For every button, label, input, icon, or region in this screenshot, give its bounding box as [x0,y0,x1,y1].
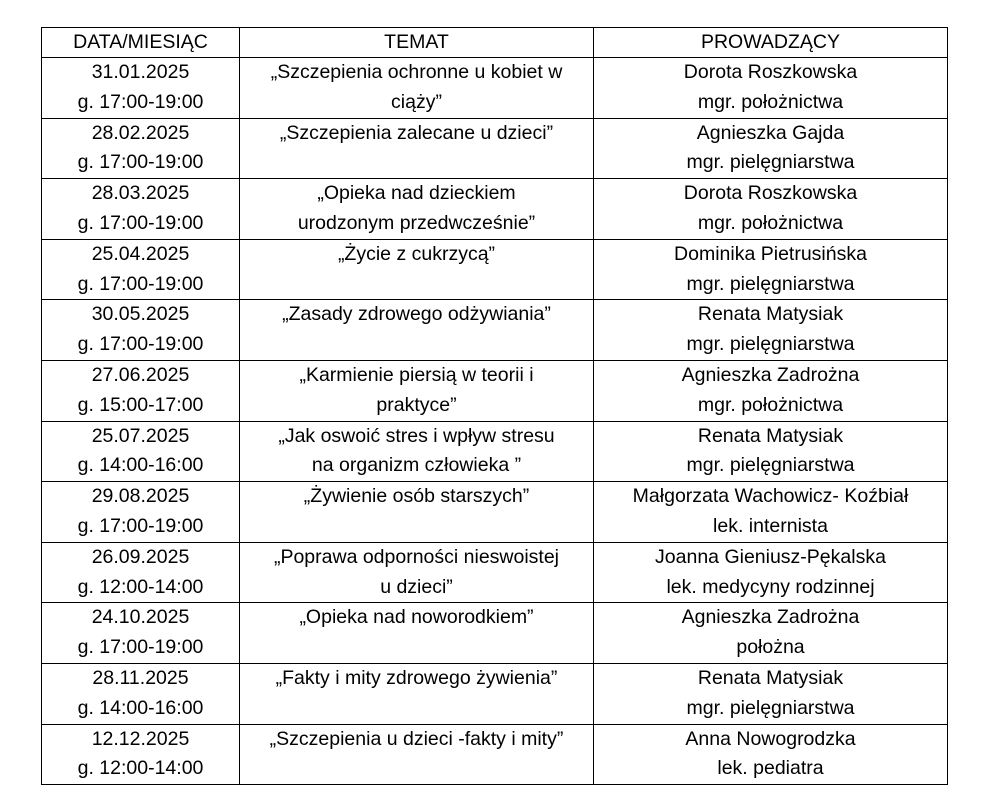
date-cell [42,482,240,543]
date: 12.12.2025 [91,727,190,750]
date-cell [42,300,240,361]
date: 31.01.2025 [91,61,190,83]
table-row [42,482,948,543]
lead-cell [594,663,948,724]
table-row [42,603,948,664]
lead-title: lek. pediatra [717,757,824,780]
schedule-body [42,58,948,785]
lead-cell [594,179,948,240]
topic-line: ciąży” [391,90,442,113]
lead-title: mgr. pielęgniarstwa [686,454,855,477]
lead-title: mgr. pielęgniarstwa [686,333,855,356]
topic-cell [240,118,594,179]
lead-cell [594,603,948,664]
lead-title: położna [736,636,805,659]
date: 28.03.2025 [91,182,190,205]
lead-title: mgr. położnictwa [697,393,844,416]
lead-cell [594,482,948,543]
time: g. 17:00-19:00 [77,514,204,537]
lead-name: Agnieszka Zadrożna [681,363,860,386]
topic-line: „Opieka nad noworodkiem” [299,606,534,629]
table-row [42,421,948,482]
topic-line: urodzonym przedwcześnie” [297,211,536,234]
lead-title: mgr. pielęgniarstwa [686,151,855,174]
topic-cell [240,360,594,421]
lead-cell [594,239,948,300]
lead-cell [594,542,948,603]
topic-line: „Życie z cukrzycą” [337,242,496,265]
topic-cell [240,663,594,724]
topic-cell [240,724,594,785]
time: g. 17:00-19:00 [77,272,204,295]
topic-line: „Jak oswoić stres i wpływ stresu [278,424,555,447]
table-row [42,360,948,421]
date: 26.09.2025 [91,545,190,568]
topic-line: praktyce” [376,393,457,416]
topic-line: na organizm człowieka ” [311,454,522,477]
date-cell [42,542,240,603]
topic-cell [240,603,594,664]
table-row [42,300,948,361]
lead-name: Dominika Pietrusińska [674,242,867,265]
schedule-table [41,27,948,785]
lead-title: mgr. pielęgniarstwa [686,696,855,719]
topic-line: „Szczepienia ochronne u kobiet w [270,61,563,83]
time: g. 15:00-17:00 [77,393,204,416]
lead-name: Renata Matysiak [697,424,844,447]
header-lead: PROWADZĄCY [594,28,948,58]
date: 29.08.2025 [91,485,190,508]
topic-line: „Szczepienia zalecane u dzieci” [279,121,554,144]
date: 24.10.2025 [91,606,190,629]
topic-line: „Karmienie piersią w teorii i [299,363,534,386]
table-row [42,542,948,603]
lead-cell [594,58,948,119]
topic-cell [240,179,594,240]
date-cell [42,663,240,724]
time: g. 17:00-19:00 [77,151,204,174]
lead-title: lek. medycyny rodzinnej [666,575,875,598]
date: 28.02.2025 [91,121,190,144]
time: g. 17:00-19:00 [77,333,204,356]
topic-cell [240,421,594,482]
lead-cell [594,360,948,421]
lead-title: mgr. położnictwa [697,211,844,234]
date: 30.05.2025 [91,303,190,326]
table-row [42,724,948,785]
lead-name: Agnieszka Zadrożna [681,606,860,629]
topic-line: „Fakty i mity zdrowego żywienia” [275,666,558,689]
date-cell [42,360,240,421]
date: 28.11.2025 [92,666,189,689]
lead-cell [594,300,948,361]
date: 25.07.2025 [91,424,190,447]
lead-name: Agnieszka Gajda [696,121,845,144]
time: g. 17:00-19:00 [77,90,204,113]
topic-cell [240,300,594,361]
date: 25.04.2025 [91,242,190,265]
topic-line: „Zasady zdrowego odżywiania” [282,303,551,326]
lead-name: Anna Nowogrodzka [685,727,856,750]
lead-name: Renata Matysiak [697,666,844,689]
table-row [42,663,948,724]
table-row [42,179,948,240]
table-row [42,58,948,119]
time: g. 12:00-14:00 [77,757,204,780]
lead-title: mgr. pielęgniarstwa [686,272,855,295]
topic-line: „Szczepienia u dzieci -fakty i mity” [269,727,564,750]
topic-line: „Żywienie osób starszych” [303,485,530,508]
topic-cell [240,542,594,603]
topic-line: „Opieka nad dzieckiem [317,182,516,205]
lead-name: Małgorzata Wachowicz- Koźbiał [632,485,909,508]
topic-cell [240,482,594,543]
header-row [42,28,948,58]
header-topic: TEMAT [240,28,594,58]
date: 27.06.2025 [91,363,190,386]
lead-name: Joanna Gieniusz-Pękalska [655,545,886,568]
lead-title: lek. internista [713,514,828,537]
topic-line: u dzieci” [380,575,453,598]
lead-cell [594,724,948,785]
date-cell [42,421,240,482]
table-row [42,239,948,300]
time: g. 14:00-16:00 [77,696,204,719]
lead-cell [594,118,948,179]
time: g. 17:00-19:00 [77,211,204,234]
date-cell [42,239,240,300]
lead-name: Dorota Roszkowska [683,182,858,205]
time: g. 14:00-16:00 [77,454,204,477]
time: g. 12:00-14:00 [77,575,204,598]
lead-name: Renata Matysiak [697,303,844,326]
lead-name: Dorota Roszkowska [683,61,858,83]
topic-cell [240,239,594,300]
date-cell [42,603,240,664]
time: g. 17:00-19:00 [77,636,204,659]
date-cell [42,179,240,240]
table-row [42,118,948,179]
topic-line: „Poprawa odporności nieswoistej [273,545,560,568]
date-cell [42,118,240,179]
header-date: DATA/MIESIĄC [42,28,240,58]
lead-title: mgr. położnictwa [697,90,844,113]
topic-cell [240,58,594,119]
date-cell [42,58,240,119]
date-cell [42,724,240,785]
lead-cell [594,421,948,482]
